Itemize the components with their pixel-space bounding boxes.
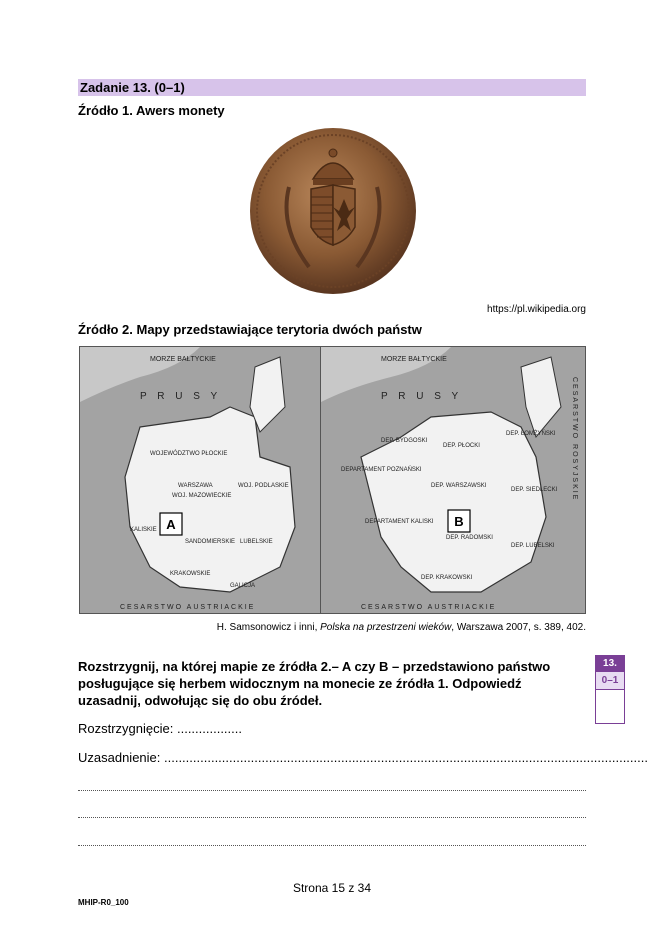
map-b-label: DEP. ŁOMŻYŃSKI bbox=[506, 431, 556, 437]
map-b-label: DEP. KRAKOWSKI bbox=[421, 575, 473, 581]
decision-field[interactable]: Rozstrzygnięcie: .................. bbox=[78, 721, 242, 736]
map-a-label: WOJ. MAZOWIECKIE bbox=[172, 493, 232, 499]
map-b-label: DEP. SIEDLECKI bbox=[511, 487, 558, 493]
coin-image bbox=[249, 127, 417, 295]
map-a-label: P R U S Y bbox=[140, 391, 222, 402]
map-a-label: LUBELSKIE bbox=[240, 539, 273, 545]
map-a-label: WOJEWÓDZTWO PŁOCKIE bbox=[150, 451, 228, 457]
score-box bbox=[595, 655, 625, 724]
map-a-label: WARSZAWA bbox=[178, 483, 213, 489]
score-input[interactable] bbox=[595, 689, 625, 724]
source1-title: Źródło 1. Awers monety bbox=[78, 103, 225, 118]
question-text: Rozstrzygnij, na której mapie ze źródła 2.– A czy B – przedstawiono państwo posługujące się herbem widocznym na monecie ze źródła 1. Odpowiedź uzasadnij, odwołując się do obu źródeł. bbox=[78, 659, 551, 708]
answer-line[interactable] bbox=[78, 845, 586, 846]
map-a-label: CESARSTWO AUSTRIACKIE bbox=[120, 604, 256, 611]
document-code: MHIP-R0_100 bbox=[78, 898, 129, 907]
map-a-label: KALISKIE bbox=[130, 527, 157, 533]
answer-line[interactable] bbox=[78, 817, 586, 818]
score-range: 0–1 bbox=[595, 672, 625, 689]
task-title: Zadanie 13. (0–1) bbox=[80, 80, 185, 95]
map-b-label: MORZE BAŁTYCKIE bbox=[381, 356, 447, 363]
page-number: Strona 15 z 34 bbox=[292, 881, 372, 895]
map-b-label: DEP. RADOMSKI bbox=[446, 535, 493, 541]
map-b-label: DEP. BYDGOSKI bbox=[381, 438, 428, 444]
coin-credit: https://pl.wikipedia.org bbox=[487, 304, 586, 315]
score-number: 13. bbox=[595, 655, 625, 672]
map-b-label: CESARSTWO ROSYJSKIE bbox=[571, 377, 578, 502]
source2-title: Źródło 2. Mapy przedstawiające terytoria dwóch państw bbox=[78, 322, 422, 337]
justification-field[interactable]: Uzasadnienie: ...................................................................................................................................... bbox=[78, 750, 648, 765]
map-a-label: WOJ. PODLASKIE bbox=[238, 483, 289, 489]
answer-line[interactable] bbox=[78, 790, 586, 791]
maps-caption: H. Samsonowicz i inni, Polska na przestrzeni wieków, Warszawa 2007, s. 389, 402. bbox=[216, 622, 586, 633]
map-a bbox=[79, 346, 345, 614]
map-a-label: GALICJA bbox=[230, 583, 256, 589]
map-b-label: CESARSTWO AUSTRIACKIE bbox=[361, 604, 497, 611]
map-b-label: DEP. WARSZAWSKI bbox=[431, 483, 487, 489]
map-b-label: DEP. PŁOCKI bbox=[443, 443, 480, 449]
map-b-label: DEPARTAMENT POZNAŃSKI bbox=[341, 467, 422, 473]
task-header bbox=[78, 79, 586, 96]
map-b-label: DEPARTAMENT KALISKI bbox=[365, 519, 434, 525]
map-a-label: SANDOMIERSKIE bbox=[185, 539, 236, 545]
map-a-letter: A bbox=[166, 517, 176, 532]
map-b-label: P R U S Y bbox=[381, 391, 463, 402]
map-b bbox=[320, 346, 586, 614]
map-a-label: MORZE BAŁTYCKIE bbox=[150, 356, 216, 363]
map-b-label: DEP. LUBELSKI bbox=[511, 543, 555, 549]
map-a-label: KRAKOWSKIE bbox=[170, 571, 211, 577]
map-b-letter: B bbox=[454, 514, 464, 529]
